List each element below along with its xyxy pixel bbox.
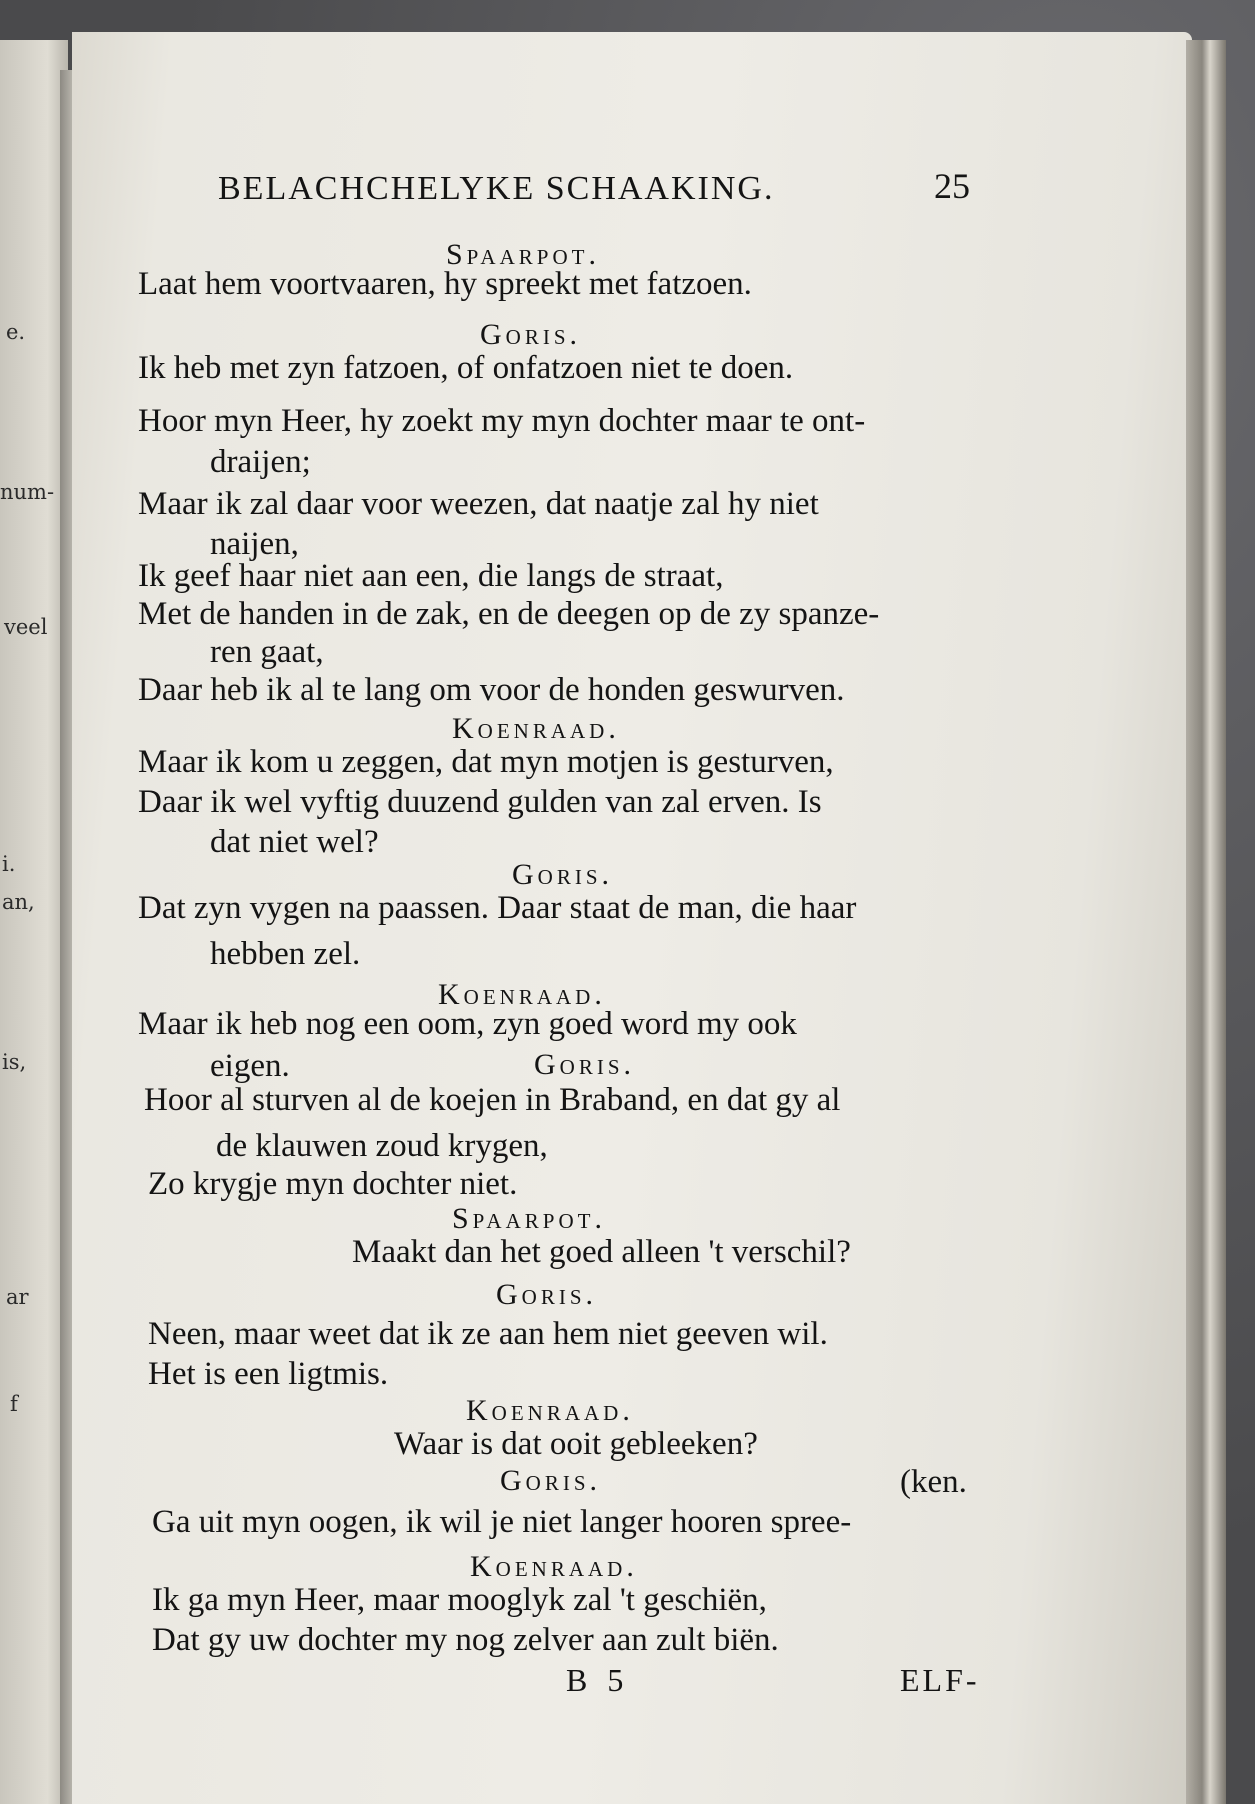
signature-mark: B 5	[566, 1662, 630, 1698]
page-number: 25	[934, 166, 970, 206]
verse-line: Zo krygje myn dochter niet.	[148, 1166, 518, 1202]
verse-line: Ik heb met zyn fatzoen, of onfatzoen niet te doen.	[138, 350, 794, 386]
left-fragment: is,	[2, 1050, 27, 1074]
left-fragment: i.	[2, 852, 16, 876]
verse-line: Laat hem voortvaaren, hy spreekt met fatzoen.	[138, 266, 752, 302]
speaker-heading: Goris.	[500, 1464, 602, 1497]
verse-continuation: ren gaat,	[210, 634, 324, 670]
speaker-heading: Koenraad.	[470, 1550, 638, 1583]
verse-line-indented: Waar is dat ooit gebleeken?	[394, 1426, 758, 1462]
left-fragment: an,	[2, 890, 35, 914]
verse-line: Ik ga myn Heer, maar mooglyk zal 't geschiën,	[152, 1582, 767, 1618]
speaker-heading: Goris.	[534, 1048, 636, 1081]
speaker-heading: Koenraad.	[452, 712, 620, 745]
left-fragment: num-	[0, 480, 55, 504]
verse-line: Daar heb ik al te lang om voor de honden geswurven.	[138, 672, 845, 708]
running-title: BELACHCHELYKE SCHAAKING.	[218, 170, 775, 207]
speaker-heading: Spaarpot.	[446, 238, 600, 271]
verse-continuation: dat niet wel?	[210, 824, 379, 860]
speaker-heading: Koenraad.	[466, 1394, 634, 1427]
speaker-heading: Goris.	[512, 858, 614, 891]
turnover-word: (ken.	[900, 1464, 967, 1500]
verse-continuation: naijen,	[210, 526, 299, 562]
verse-line: Dat zyn vygen na paassen. Daar staat de man, die haar	[138, 890, 857, 926]
speaker-heading: Spaarpot.	[452, 1202, 606, 1235]
left-fragment: veel	[4, 615, 48, 639]
left-fragment: ar	[6, 1285, 29, 1309]
verse-line: Het is een ligtmis.	[148, 1356, 389, 1392]
verse-line-indented: Maakt dan het goed alleen 't verschil?	[352, 1234, 851, 1270]
verse-line: Maar ik zal daar voor weezen, dat naatje zal hy niet	[138, 486, 819, 522]
left-fragment: e.	[6, 320, 26, 344]
left-fragment: f	[10, 1392, 18, 1416]
verse-continuation: hebben zel.	[210, 936, 361, 972]
verse-line: Maar ik heb nog een oom, zyn goed word my ook	[138, 1006, 797, 1042]
verse-line: Ga uit myn oogen, ik wil je niet langer hooren spree-	[152, 1504, 852, 1540]
verse-line: Neen, maar weet dat ik ze aan hem niet geeven wil.	[148, 1316, 828, 1352]
verse-line: Ik geef haar niet aan een, die langs de straat,	[138, 558, 724, 594]
verse-continuation: eigen.	[210, 1048, 290, 1084]
catchword: ELF-	[900, 1662, 980, 1698]
speaker-heading: Goris.	[480, 318, 582, 351]
verse-line: Met de handen in de zak, en de deegen op de zy spanze-	[138, 596, 880, 632]
verse-continuation: draijen;	[210, 444, 311, 480]
verse-line: Dat gy uw dochter my nog zelver aan zult biën.	[152, 1622, 779, 1658]
verse-line: Maar ik kom u zeggen, dat myn motjen is gesturven,	[138, 744, 834, 780]
verse-line: Hoor myn Heer, hy zoekt my myn dochter maar te ont-	[138, 403, 866, 439]
verse-continuation: de klauwen zoud krygen,	[216, 1128, 548, 1164]
verse-line: Hoor al sturven al de koejen in Braband, en dat gy al	[144, 1082, 841, 1118]
verse-line: Daar ik wel vyftig duuzend gulden van zal erven. Is	[138, 784, 822, 820]
speaker-heading: Koenraad.	[438, 978, 606, 1011]
speaker-heading: Goris.	[496, 1278, 598, 1311]
